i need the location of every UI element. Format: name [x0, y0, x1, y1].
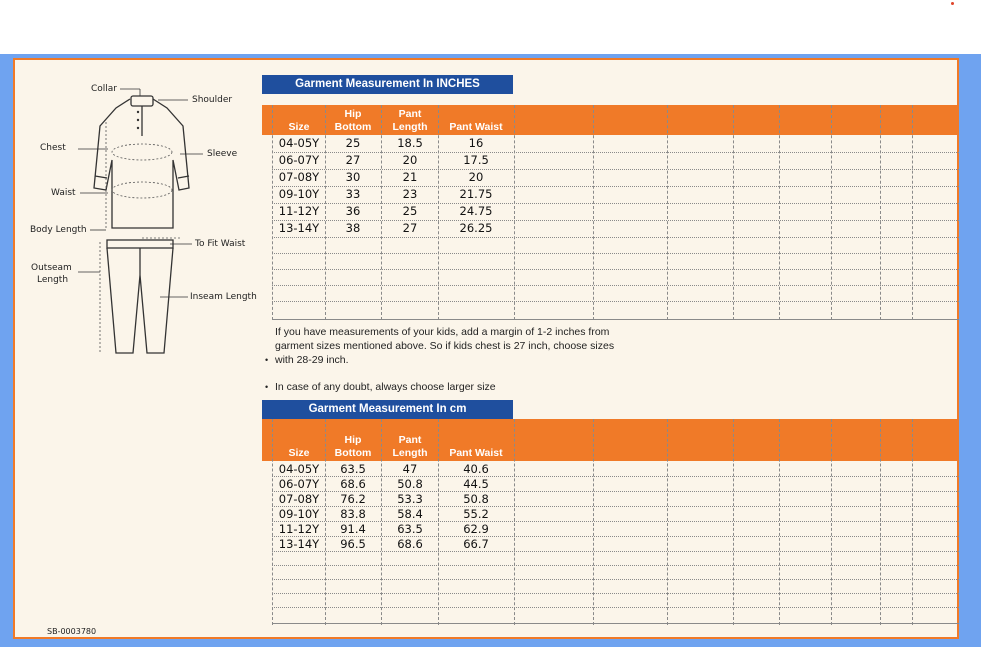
pant-header-line2: Length [392, 121, 428, 133]
body-length-label: Body Length [30, 225, 87, 235]
garment-diagram [0, 0, 262, 360]
size-cell: 04-05Y [278, 136, 320, 150]
pant-length-cell: 53.3 [397, 492, 423, 506]
waist-cell: 26.25 [459, 221, 493, 235]
table-row [262, 492, 522, 507]
table-row [262, 221, 522, 238]
outseam-label-line2: Length [37, 275, 69, 285]
shoulder-label: Shoulder [192, 95, 233, 105]
size-cell: 13-14Y [278, 221, 320, 235]
hip-header-line1: Hip [344, 108, 362, 120]
outseam-label-line1: Outseam [31, 263, 72, 273]
table-row [262, 462, 522, 477]
size-cell: 11-12Y [278, 204, 320, 218]
waist-cell: 66.7 [463, 537, 489, 551]
size-cell: 09-10Y [278, 507, 320, 521]
table-row [262, 507, 522, 522]
product-code: SB-0003780 [47, 627, 97, 636]
table-row [262, 136, 522, 153]
note-line-1: If you have measurements of your kids, add a margin of 1-2 inches from [275, 326, 610, 338]
hip-cell: 36 [345, 204, 361, 218]
cm-table-title: Garment Measurement In cm [262, 400, 513, 419]
note-bullet-2: • [265, 382, 269, 392]
sleeve-label: Sleeve [207, 149, 238, 159]
table-row [262, 153, 522, 170]
waist-cell: 24.75 [459, 204, 493, 218]
size-cell: 09-10Y [278, 187, 320, 201]
pant-length-cell: 50.8 [397, 477, 423, 491]
pant-length-cell: 47 [402, 462, 418, 476]
pant-length-cell: 27 [402, 221, 418, 235]
waist-cell: 50.8 [463, 492, 489, 506]
inseam-length-label: Inseam Length [190, 292, 257, 302]
waist-cell: 62.9 [463, 522, 489, 536]
size-cell: 06-07Y [278, 477, 320, 491]
waist-cell: 21.75 [459, 187, 493, 201]
waist-cell: 16 [468, 136, 484, 150]
table-row [262, 187, 522, 204]
inches-table-title: Garment Measurement In INCHES [262, 75, 513, 94]
pant-waist-header: Pant Waist [449, 121, 503, 133]
hip-cell: 91.4 [340, 522, 366, 536]
note-line-3: with 28-29 inch. [275, 354, 349, 366]
hip-cell: 30 [345, 170, 361, 184]
pant-length-cell: 20 [402, 153, 418, 167]
table-row [262, 204, 522, 221]
pant-length-cell: 21 [402, 170, 418, 184]
size-cell: 11-12Y [278, 522, 320, 536]
waist-cell: 40.6 [463, 462, 489, 476]
waist-label: Waist [51, 188, 76, 198]
table-row [262, 537, 522, 552]
inches-table [262, 105, 959, 320]
pant-length-cell: 68.6 [397, 537, 423, 551]
waist-cell: 55.2 [463, 507, 489, 521]
pant-header-line1: Pant [398, 434, 422, 446]
waist-cell: 17.5 [463, 153, 489, 167]
waist-cell: 20 [468, 170, 484, 184]
size-cell: 04-05Y [278, 462, 320, 476]
pant-length-cell: 23 [402, 187, 418, 201]
size-cell: 07-08Y [278, 492, 320, 506]
pant-header-line2: Length [392, 447, 428, 459]
to-fit-waist-label: To Fit Waist [195, 239, 246, 249]
hip-cell: 27 [345, 153, 361, 167]
hip-cell: 68.6 [340, 477, 366, 491]
hip-header-line2: Bottom [334, 121, 372, 133]
size-cell: 13-14Y [278, 537, 320, 551]
hip-cell: 83.8 [340, 507, 366, 521]
table-row [262, 477, 522, 492]
table-row [262, 522, 522, 537]
pant-header-line1: Pant [398, 108, 422, 120]
waist-cell: 44.5 [463, 477, 489, 491]
size-header: Size [288, 121, 310, 133]
pant-length-cell: 58.4 [397, 507, 423, 521]
size-header: Size [288, 447, 310, 459]
table-row [262, 170, 522, 187]
size-cell: 07-08Y [278, 170, 320, 184]
note-line-4: In case of any doubt, always choose larger size [275, 381, 496, 393]
note-bullet-1: • [265, 355, 269, 365]
hip-cell: 76.2 [340, 492, 366, 506]
collar-label: Collar [91, 84, 118, 94]
red-dot-mark [951, 2, 954, 5]
chest-label: Chest [40, 143, 66, 153]
pant-length-cell: 63.5 [397, 522, 423, 536]
hip-header-line1: Hip [344, 434, 362, 446]
cm-table [262, 419, 959, 625]
pant-length-cell: 18.5 [397, 136, 423, 150]
hip-cell: 33 [345, 187, 361, 201]
hip-header-line2: Bottom [334, 447, 372, 459]
hip-cell: 38 [345, 221, 361, 235]
size-cell: 06-07Y [278, 153, 320, 167]
hip-cell: 25 [345, 136, 361, 150]
note-line-2: garment sizes mentioned above. So if kids chest is 27 inch, choose sizes [275, 340, 615, 352]
pant-length-cell: 25 [402, 204, 418, 218]
hip-cell: 63.5 [340, 462, 366, 476]
pant-waist-header: Pant Waist [449, 447, 503, 459]
hip-cell: 96.5 [340, 537, 366, 551]
